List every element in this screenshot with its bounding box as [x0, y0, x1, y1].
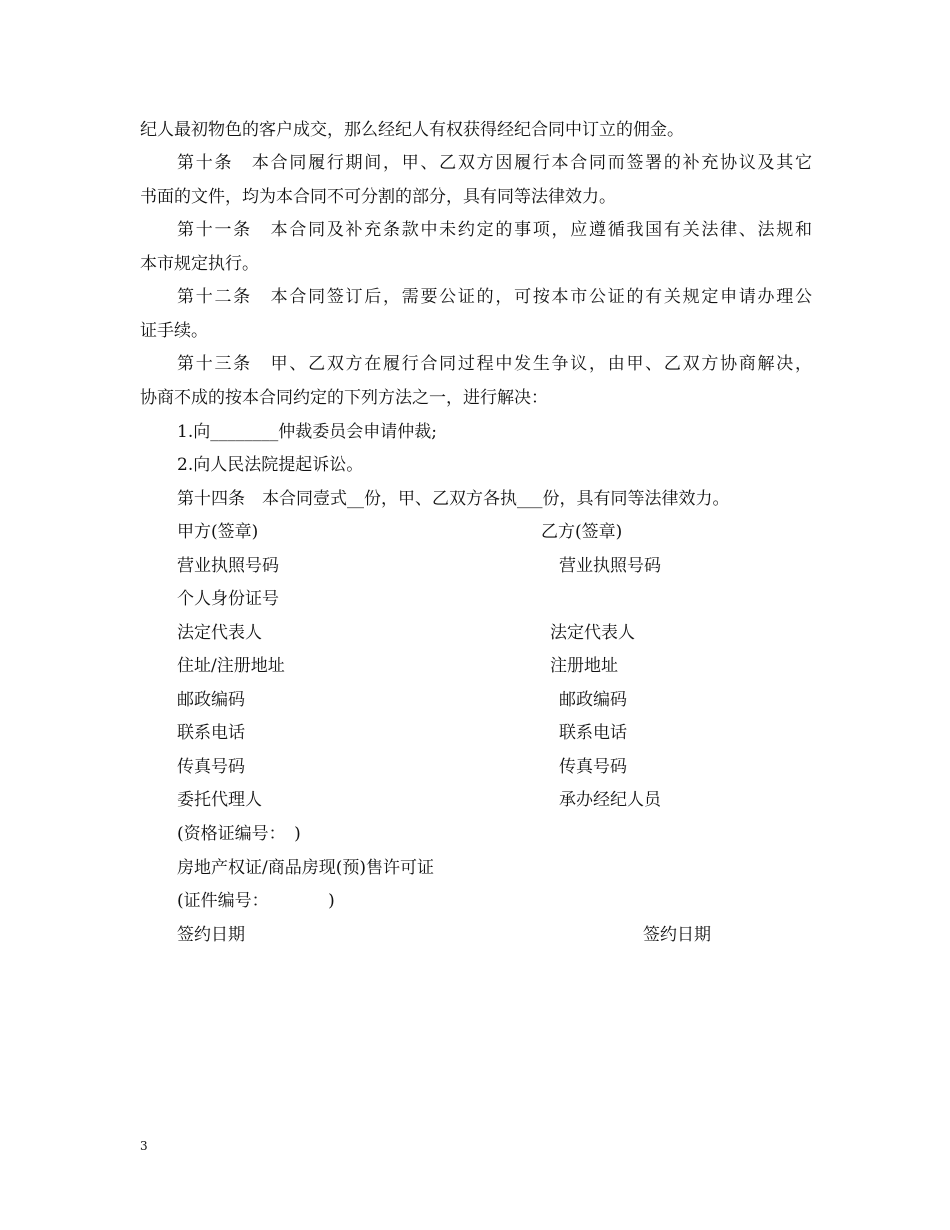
party-b-license-label: 营业执照号码: [559, 556, 661, 576]
party-a-address-label: 住址/注册地址: [177, 656, 285, 676]
party-a-id-label: 个人身份证号: [177, 589, 279, 609]
party-a-agent-label: 委托代理人: [177, 790, 262, 810]
clause-10-line-1: 第十条 本合同履行期间，甲、乙双方因履行本合同而签署的补充协议及其它: [177, 153, 812, 173]
party-a-doc-number: (证件编号： ): [177, 891, 335, 911]
party-a-fax-label: 传真号码: [177, 757, 245, 777]
option-arbitration: 1.向________仲裁委员会申请仲裁;: [177, 422, 437, 442]
party-b-date-label: 签约日期: [643, 925, 711, 945]
clause-10-line-2: 书面的文件，均为本合同不可分割的部分，具有同等法律效力。: [140, 187, 616, 207]
page-number: 3: [140, 1139, 148, 1153]
party-a-property-cert-label: 房地产权证/商品房现(预)售许可证: [177, 858, 434, 878]
clause-9-continuation: 纪人最初物色的客户成交，那么经纪人有权获得经纪合同中订立的佣金。: [140, 120, 684, 140]
party-b-phone-label: 联系电话: [559, 723, 627, 743]
option-litigation: 2.向人民法院提起诉讼。: [177, 455, 364, 475]
party-a-postal-label: 邮政编码: [177, 690, 245, 710]
party-b-legal-rep-label: 法定代表人: [550, 623, 635, 643]
clause-12-line-2: 证手续。: [140, 321, 208, 341]
party-b-broker-label: 承办经纪人员: [559, 790, 661, 810]
party-b-seal-label: 乙方(签章): [541, 522, 623, 542]
party-a-date-label: 签约日期: [177, 925, 245, 945]
party-a-license-label: 营业执照号码: [177, 556, 279, 576]
party-a-seal-label: 甲方(签章): [177, 522, 259, 542]
clause-12-line-1: 第十二条 本合同签订后，需要公证的，可按本市公证的有关规定申请办理公: [177, 287, 812, 307]
clause-14: 第十四条 本合同壹式__份，甲、乙双方各执___份，具有同等法律效力。: [177, 489, 730, 509]
clause-13-line-1: 第十三条 甲、乙双方在履行合同过程中发生争议，由甲、乙双方协商解决，: [177, 354, 812, 374]
clause-11-line-2: 本市规定执行。: [140, 254, 259, 274]
party-b-fax-label: 传真号码: [559, 757, 627, 777]
party-a-legal-rep-label: 法定代表人: [177, 623, 262, 643]
party-b-address-label: 注册地址: [550, 656, 618, 676]
party-a-cert-number: (资格证编号： ): [177, 824, 301, 844]
clause-11-line-1: 第十一条 本合同及补充条款中未约定的事项，应遵循我国有关法律、法规和: [177, 220, 812, 240]
clause-13-line-2: 协商不成的按本合同约定的下列方法之一，进行解决：: [140, 388, 548, 408]
party-a-phone-label: 联系电话: [177, 723, 245, 743]
party-b-postal-label: 邮政编码: [559, 690, 627, 710]
